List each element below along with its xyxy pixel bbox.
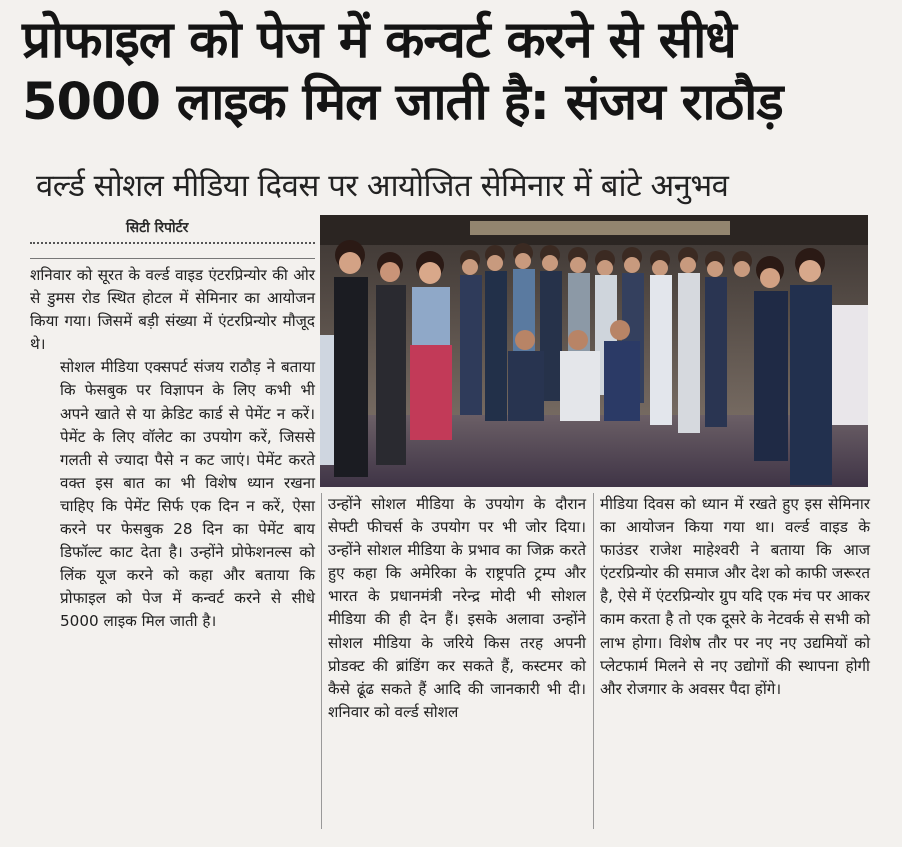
column-top-rule [30, 258, 315, 259]
headline: प्रोफाइल को पेज में कन्वर्ट करने से सीधे 5000 लाइक मिल जाती है: संजय राठौड़ [22, 11, 783, 132]
paragraph-1: शनिवार को सूरत के वर्ल्ड वाइड एंटरप्रिन्योर की ओर से डुमस रोड स्थित होटल में सेमिनार का आयोजन किया गया। जिसमें बड़ी संख्या में एंटरप्रिन्योर मौजूद थे। [30, 266, 315, 354]
article-column-1 [30, 264, 315, 634]
group-photo-image [320, 215, 868, 487]
group-photo [320, 215, 868, 487]
paragraph-4: मीडिया दिवस को ध्यान में रखते हुए इस सेमिनार का आयोजन किया गया था। वर्ल्ड वाइड के फाउंडर राजेश माहेश्वरी ने बताया कि आज एंटरप्रिन्योर की समाज और देश को काफी जरूरत है, ऐसे में एंटरप्रिन्योर ग्रुप यदि एक मंच पर आकर काम करता है तो एक दूसरे के नेटवर्क से सभी को लाभ होगा। विशेष तौर पर नए नए उद्यमियों को प्लेटफार्म मिलने से नए उद्योगों की स्थापना होगी और रोजगार के अवसर पैदा होंगे। [600, 495, 870, 698]
paragraph-3: उन्होंने सोशल मीडिया के उपयोग के दौरान सेफ्टी फीचर्स के उपयोग पर भी जोर दिया। उन्होंने सोशल मीडिया के प्रभाव का जिक्र करते हुए कहा कि अमेरिका के राष्ट्रपति ट्रम्प और भारत के प्रधानमंत्री नरेन्द्र मोदी भी सोशल मीडिया की ही देन हैं। इसके अलावा उन्होंने सोशल मीडिया के जरिये किस तरह अपनी प्रोडक्ट की ब्रांडिंग कर सकते हैं, कस्टमर को कैसे ढूंढ सकते हैं आदि की जानकारी भी दी। शनिवार को वर्ल्ड सोशल [328, 495, 586, 721]
column-divider [593, 493, 594, 829]
byline: सिटी रिपोर्टर [126, 220, 189, 236]
byline-divider [30, 242, 315, 244]
column-divider [321, 493, 322, 829]
paragraph-2: सोशल मीडिया एक्सपर्ट संजय राठौड़ ने बताया कि फेसबुक पर विज्ञापन के लिए कभी भी अपने खाते से या क्रेडिट कार्ड से पेमेंट न करें। पेमेंट के लिए वॉलेट का उपयोग करें, जिससे गलती से ज्यादा पैसे न कट जाएं। पेमेंट करते वक्त इस बात का भी विशेष ध्यान रखना चाहिए कि पेमेंट सिर्फ एक दिन न करें, ऐसा करने पर फेसबुक 28 दिन का पेमेंट बाय डिफॉल्ट काट देता है। उन्होंने प्रोफेशनल्स को लिंक यूज करने को कहा और बताया कि प्रोफाइल को पेज में कन्वर्ट करने से सीधे 5000 लाइक मिल जाती है। [60, 358, 315, 631]
article-column-3 [600, 493, 870, 701]
article-column-2 [328, 493, 586, 724]
subheadline: वर्ल्ड सोशल मीडिया दिवस पर आयोजित सेमिनार में बांटे अनुभव [36, 168, 729, 204]
